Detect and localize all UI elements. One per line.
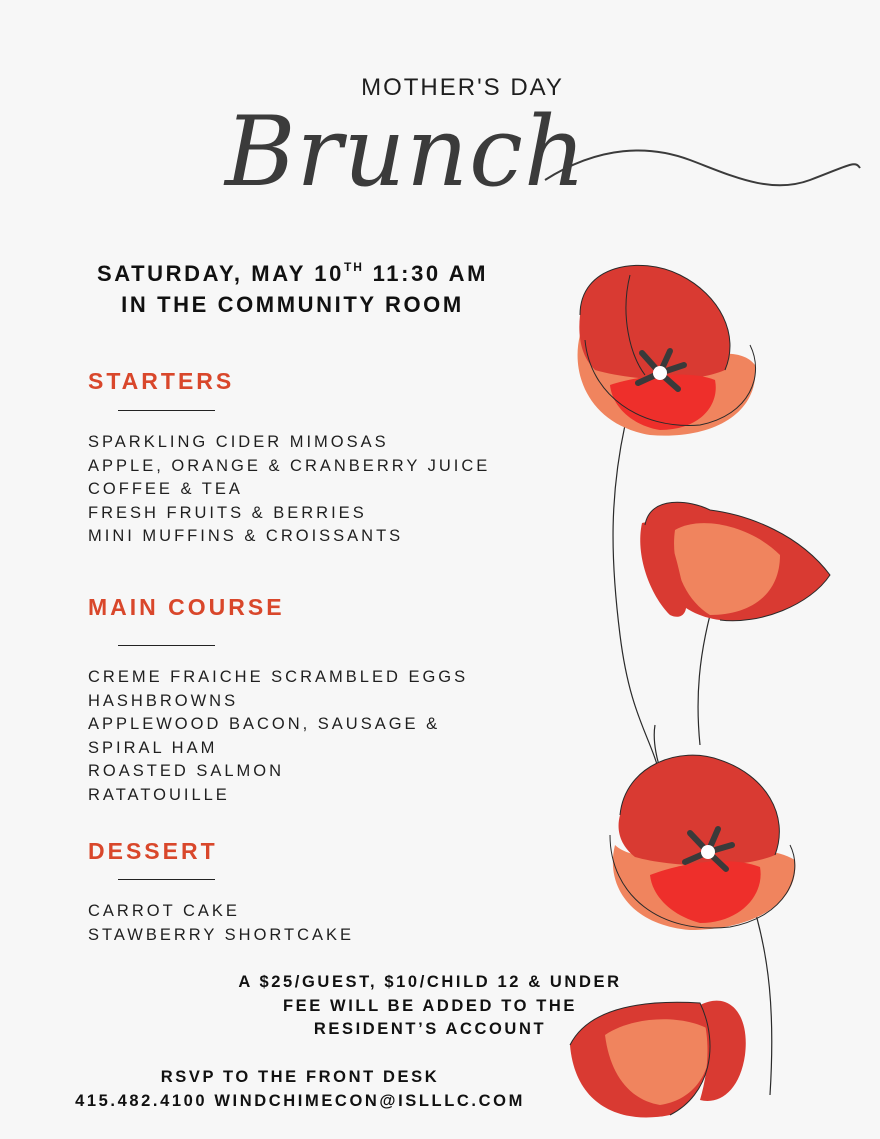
fee-line: A $25/GUEST, $10/CHILD 12 & UNDER [238, 973, 622, 991]
list-item: STAWBERRY SHORTCAKE [88, 925, 355, 944]
list-item: CARROT CAKE [88, 902, 240, 920]
rsvp-contact: 415.482.4100 WINDCHIMECON@ISLLLC.COM [75, 1091, 525, 1110]
rsvp-instruction: RSVP TO THE FRONT DESK [160, 1068, 440, 1086]
list-item: APPLE, ORANGE & CRANBERRY JUICE [88, 456, 491, 475]
list-item: MINI MUFFINS & CROISSANTS [88, 527, 404, 545]
date-ordinal: TH [343, 260, 364, 274]
event-time: 11:30 AM [363, 261, 489, 286]
list-item: FRESH FRUITS & BERRIES [88, 503, 367, 522]
section-divider [118, 879, 215, 880]
section-divider [118, 645, 215, 646]
rsvp-block [20, 1066, 580, 1113]
starters-list [88, 431, 490, 549]
list-item: HASHBROWNS [88, 691, 239, 710]
section-title-starters: STARTERS [88, 368, 235, 394]
dessert-list [88, 900, 354, 947]
list-item: APPLEWOOD BACON, SAUSAGE & [88, 715, 441, 733]
section-title-main-course: MAIN COURSE [88, 594, 285, 620]
main-course-list [88, 666, 468, 807]
swash-flourish-icon [540, 140, 870, 200]
section-divider [118, 410, 215, 411]
event-date-time [20, 260, 565, 287]
poppy-flower-icon [550, 255, 880, 1139]
script-title: Brunch [225, 96, 587, 208]
list-item: CREME FRAICHE SCRAMBLED EGGS [88, 668, 469, 686]
list-item: SPIRAL HAM [88, 738, 218, 757]
list-item: COFFEE & TEA [88, 480, 243, 498]
fee-line: RESIDENT’S ACCOUNT [313, 1020, 547, 1038]
list-item: RATATOUILLE [88, 785, 230, 804]
event-eyebrow: MOTHER'S DAY [361, 74, 564, 101]
event-date: SATURDAY, MAY 10 [96, 261, 344, 286]
fee-line: FEE WILL BE ADDED TO THE [282, 996, 578, 1015]
section-title-dessert: DESSERT [88, 838, 218, 864]
list-item: SPARKLING CIDER MIMOSAS [88, 433, 389, 451]
event-location: IN THE COMMUNITY ROOM [121, 292, 464, 317]
list-item: ROASTED SALMON [88, 762, 285, 780]
